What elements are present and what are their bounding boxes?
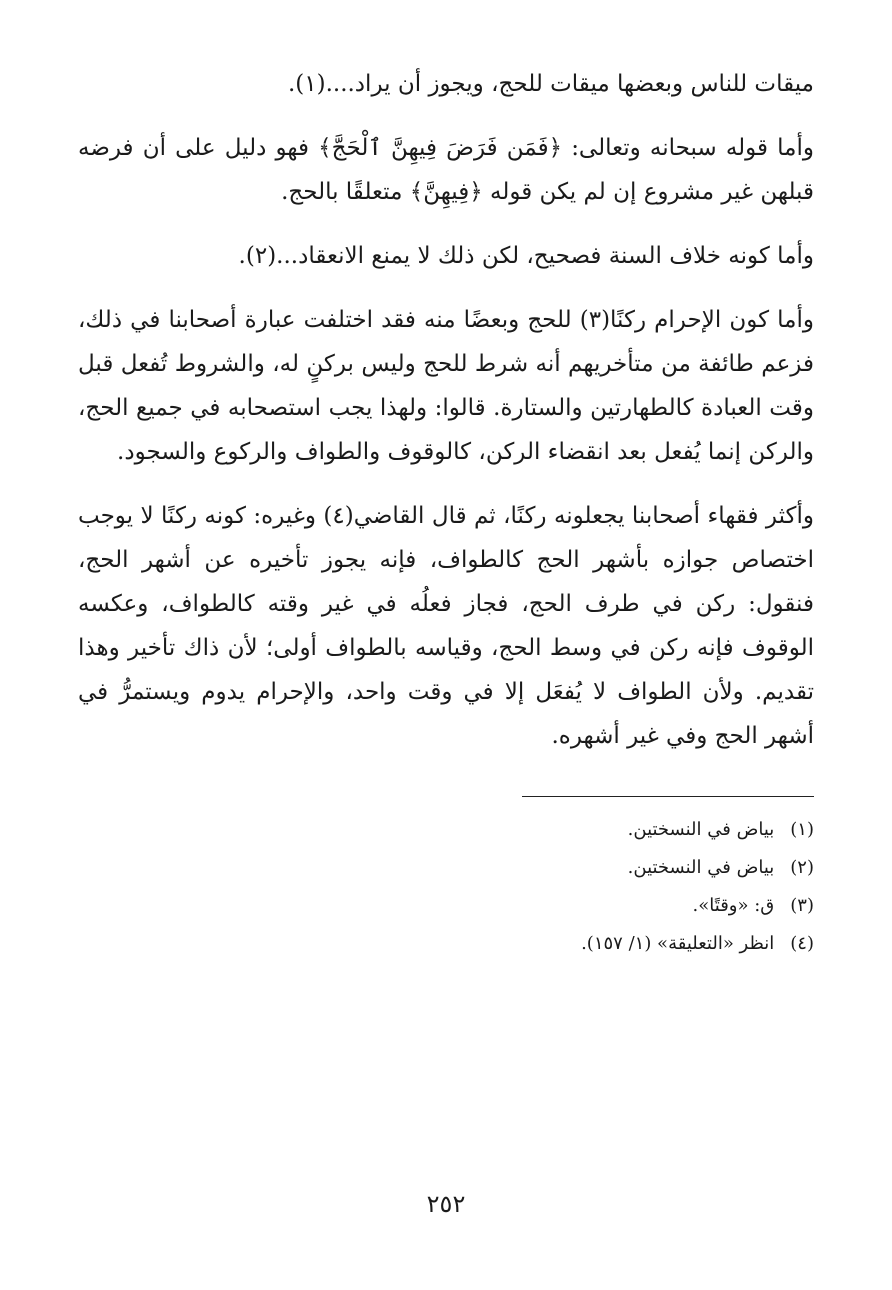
footnote-2 (78, 849, 814, 887)
footnote-number: (١) (790, 819, 814, 840)
paragraph-3: وأما كونه خلاف السنة فصحيح، لكن ذلك لا يمنع الانعقاد...(٢). (238, 243, 814, 269)
footnote-divider (522, 796, 814, 797)
paragraph-4: وأما كون الإحرام ركنًا(٣) للحج وبعضًا منه فقد اختلفت عبارة أصحابنا في ذلك، فزعم طائفة من متأخريهم أنه شرط للحج وليس بركنٍ له، والشروط تُفعل قبل وقت العبادة كالطهارتين والستارة. قالوا: ولهذا يجب استصحابه في جميع الحج، والركن إنما يُفعل بعد انقضاء الركن، كالوقوف والطواف والركوع والسجود. (78, 307, 814, 465)
page-number: ٢٥٢ (426, 1190, 466, 1218)
footnote-1 (78, 811, 814, 849)
paragraph-2: وأما قوله سبحانه وتعالى: ﴿فَمَن فَرَضَ فِيهِنَّ ٱلْحَجَّ﴾ فهو دليل على أن فرضه قبلهن غير مشروع إن لم يكن قوله ﴿فِيهِنَّ﴾ متعلقًا بالحج. (78, 135, 814, 205)
footnote-4 (78, 925, 814, 963)
main-text (78, 62, 814, 758)
footnote-text: بياض في النسختين. (627, 857, 775, 878)
footnote-text: انظر «التعليقة» (١/ ١٥٧). (581, 933, 775, 954)
footnote-text: بياض في النسختين. (627, 819, 775, 840)
footnotes-list (78, 811, 814, 963)
footnote-number: (٢) (790, 857, 814, 878)
paragraph-5: وأكثر فقهاء أصحابنا يجعلونه ركنًا، ثم قال القاضي(٤) وغيره: كونه ركنًا لا يوجب اختصاص جوازه بأشهر الحج كالطواف، فإنه يجوز تأخيره عن أشهر الحج، فنقول: ركن في طرف الحج، فجاز فعلُه في غير وقته كالطواف، وعكسه الوقوف فإنه ركن في وسط الحج، وقياسه بالطواف أولى؛ لأن ذاك تأخير وهذا تقديم. ولأن الطواف لا يُفعَل إلا في وقت واحد، والإحرام يدوم ويستمرُّ في أشهر الحج وفي غير أشهره. (78, 503, 814, 749)
footnote-number: (٤) (790, 933, 814, 954)
footnote-number: (٣) (790, 895, 814, 916)
footnote-3 (78, 887, 814, 925)
paragraph-1: ميقات للناس وبعضها ميقات للحج، ويجوز أن يراد....(١). (287, 71, 814, 97)
footnote-text: ق: «وقتًا». (692, 895, 775, 916)
